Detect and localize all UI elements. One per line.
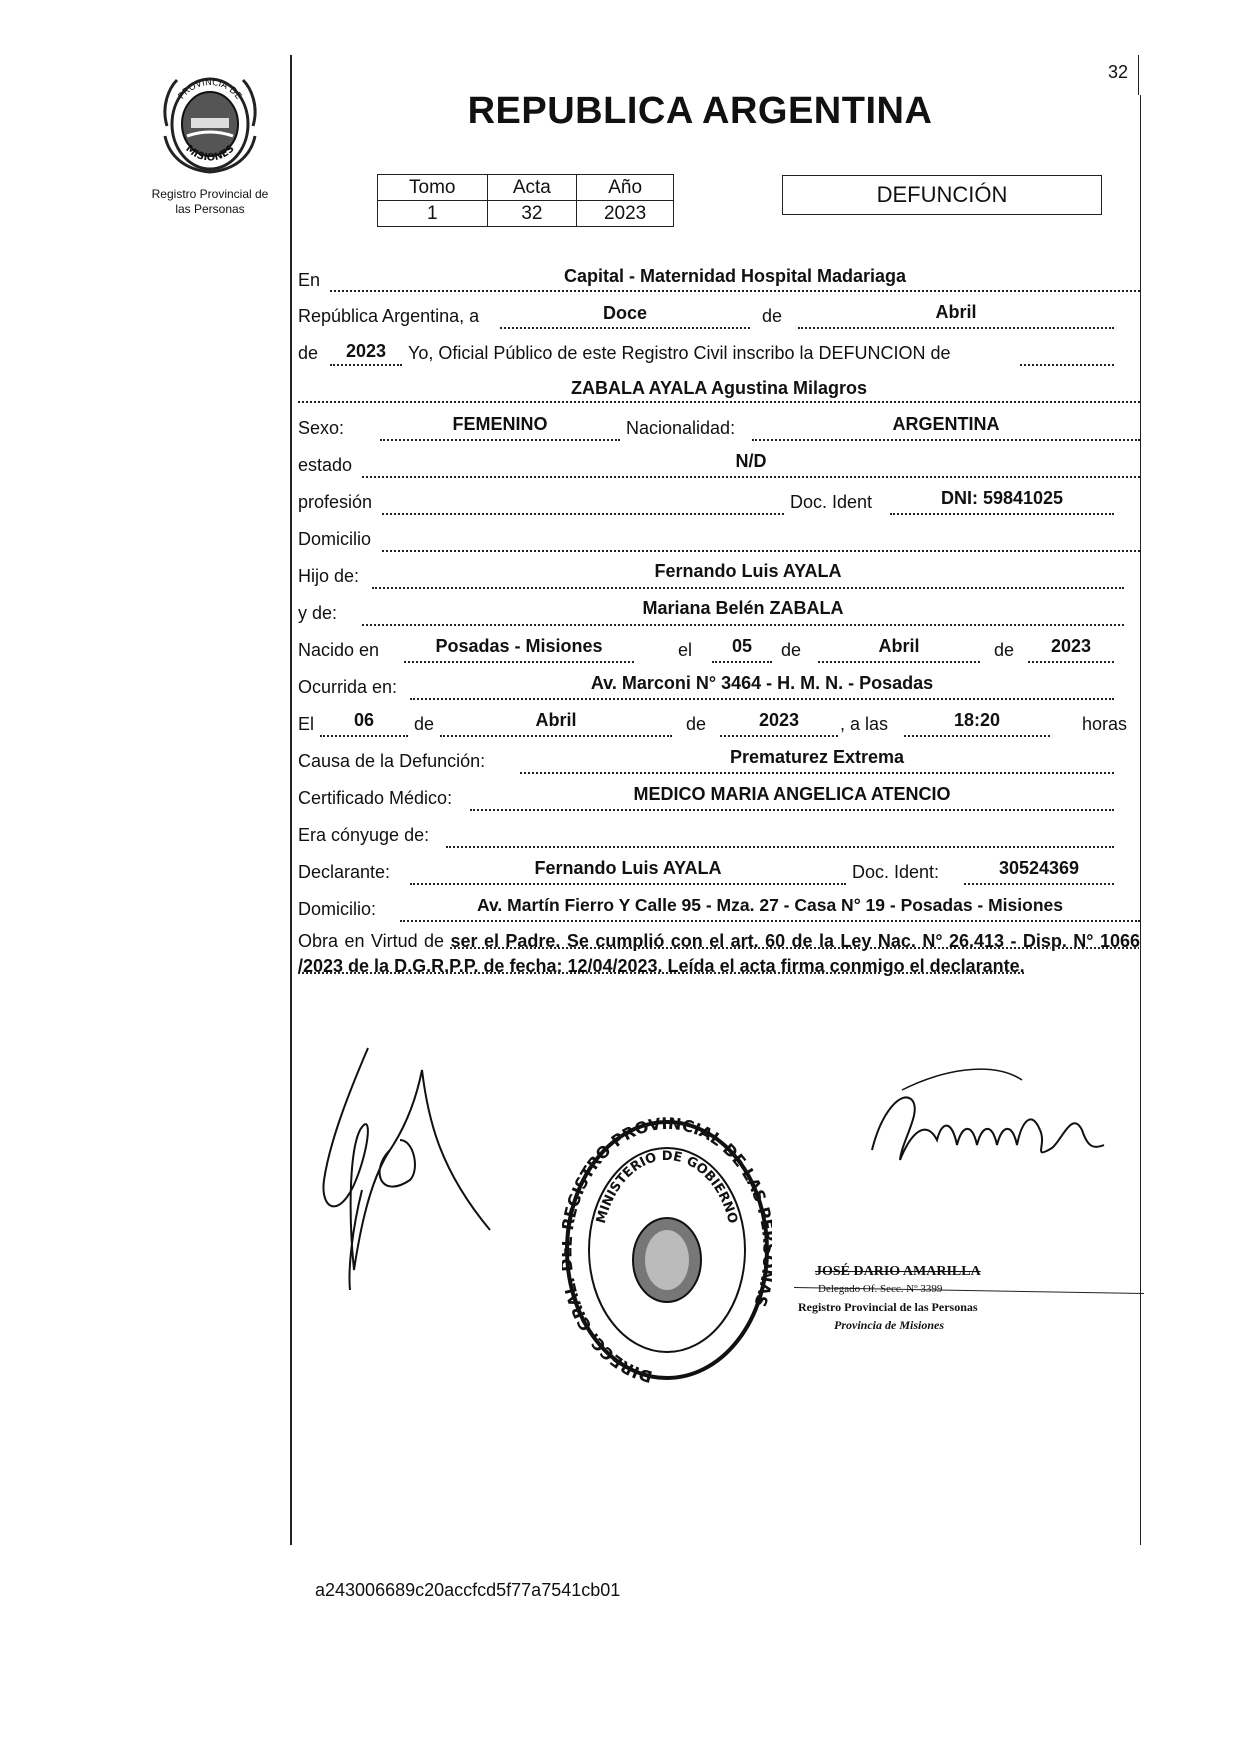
padre-line — [372, 587, 1124, 589]
signature-scribble-icon — [310, 1030, 520, 1290]
official-name: JOSÉ DARIO AMARILLA — [815, 1264, 981, 1279]
official-signature — [842, 1050, 1112, 1170]
declarante-line — [410, 883, 846, 885]
padre-value: Fernando Luis AYALA — [654, 561, 842, 581]
dia-line — [500, 327, 750, 329]
def-mes-de-label: de — [414, 714, 435, 734]
nacido-el-label: el — [678, 640, 693, 660]
nacionalidad-line — [752, 439, 1140, 441]
nacido-label: Nacido en — [298, 640, 380, 660]
acta-header: Acta — [487, 175, 577, 201]
certificado-label: Certificado Médico: — [298, 788, 453, 808]
certificado-line — [470, 809, 1114, 811]
province-seal — [155, 66, 265, 178]
declarante-label: Declarante: — [298, 862, 391, 882]
nacionalidad-label: Nacionalidad: — [626, 418, 736, 438]
nacido-mes-value: Abril — [878, 636, 920, 656]
def-anio-line — [720, 735, 838, 737]
official-stamp-icon — [562, 1115, 772, 1385]
dia-value: Doce — [602, 303, 647, 323]
def-mes-line — [440, 735, 672, 737]
nacionalidad-value: ARGENTINA — [892, 414, 1000, 434]
anio-line — [330, 364, 402, 366]
doc2-label: Doc. Ident: — [852, 862, 940, 882]
stamp-outer-text: DIRECC. GRAL EGISTRO PROVINCIAL DE LAS S — [562, 1115, 772, 1385]
horas-label: horas — [1082, 714, 1128, 734]
nacido-dia-line — [712, 661, 772, 663]
def-dia-line — [320, 735, 408, 737]
nombre-value: ZABALA AYALA Agustina Milagros — [570, 378, 868, 398]
official-province: Provincia de Misiones — [834, 1318, 944, 1332]
lugar-line — [330, 290, 1140, 292]
profesion-label: profesión — [298, 492, 373, 512]
nacido-anio-value: 2023 — [1050, 636, 1092, 656]
stamp-inner-text: MINISTERIO DE GOBIERNO — [593, 1148, 741, 1226]
nacido-anio-de-label: de — [994, 640, 1015, 660]
official-role: Delegado Of. Secc. Nº 3399 — [818, 1283, 943, 1295]
ocurrida-value: Av. Marconi N° 3464 - H. M. N. - Posadas — [590, 673, 934, 693]
def-anio-de-label: de — [686, 714, 707, 734]
doc2-line — [964, 883, 1114, 885]
obra-text: ser el Padre. Se cumplió con el art. 60 de la Ley Nac. N° 26.413 - Disp. N° 1066 /2023 de la D.G.R.P.P. de fecha: 12/04/2023. Leída el acta firma conmigo el declarante. — [298, 931, 1140, 976]
province-seal-icon — [155, 66, 265, 178]
nacido-anio-line — [1028, 661, 1114, 663]
nacido-mes-line — [818, 661, 980, 663]
sexo-label: Sexo: — [298, 418, 345, 438]
corner-mark — [1138, 55, 1139, 95]
conyuge-line — [446, 846, 1114, 848]
hora-line — [904, 735, 1050, 737]
tomo-value: 1 — [378, 201, 488, 227]
sexo-value: FEMENINO — [452, 414, 548, 434]
doc2-value: 30524369 — [998, 858, 1080, 878]
hijo-label: Hijo de: — [298, 566, 360, 586]
lugar-value: Capital - Maternidad Hospital Madariaga — [563, 266, 907, 286]
margin-rule — [290, 55, 292, 1545]
estado-value: N/D — [735, 451, 767, 471]
anio-value: 2023 — [345, 341, 387, 361]
nombre-line — [298, 401, 1140, 403]
causa-value: Prematurez Extrema — [729, 747, 905, 767]
inscripcion-text: Yo, Oficial Público de este Registro Civil inscribo la DEFUNCION de — [408, 343, 951, 363]
tomo-header: Tomo — [378, 175, 488, 201]
mes-de-label: de — [762, 306, 783, 326]
nacido-lugar-value: Posadas - Misiones — [435, 636, 603, 656]
obra-label: Obra en Virtud de — [298, 931, 445, 951]
conyuge-label: Era cónyuge de: — [298, 825, 430, 845]
estado-line — [362, 476, 1140, 478]
estado-label: estado — [298, 455, 353, 475]
causa-label: Causa de la Defunción: — [298, 751, 486, 771]
document-type-box — [782, 175, 1102, 215]
right-rule — [1140, 95, 1141, 1545]
seal-top-text: PROVINCIA DE — [176, 77, 244, 102]
def-anio-value: 2023 — [758, 710, 800, 730]
anio-header: Año — [577, 175, 674, 201]
profesion-line — [382, 513, 784, 515]
domicilio2-value: Av. Martín Fierro Y Calle 95 - Mza. 27 - Casa N° 19 - Posadas - Misiones — [476, 895, 1063, 915]
reference-table — [377, 174, 674, 227]
def-mes-value: Abril — [535, 710, 577, 730]
mes-value: Abril — [935, 302, 977, 322]
official-signature-scribble-icon — [842, 1050, 1112, 1170]
registry-caption-line2: las Personas — [175, 202, 245, 216]
document-type: DEFUNCIÓN — [876, 182, 1008, 207]
reference-table-header — [378, 175, 674, 201]
causa-line — [520, 772, 1114, 774]
ocurrida-label: Ocurrida en: — [298, 677, 398, 697]
domicilio2-label: Domicilio: — [298, 899, 377, 919]
alas-label: , a las — [840, 714, 889, 734]
inscripcion-line — [1020, 364, 1114, 366]
registry-caption — [128, 187, 292, 217]
doc-value: DNI: 59841025 — [940, 488, 1064, 508]
anio-value: 2023 — [577, 201, 674, 227]
declarant-signature — [310, 1030, 520, 1290]
certificado-value: MEDICO MARIA ANGELICA ATENCIO — [633, 784, 951, 804]
obra-paragraph — [298, 929, 1140, 979]
el2-label: El — [298, 714, 315, 734]
domicilio-line — [382, 550, 1140, 552]
seal-bottom-text: MISIONES — [183, 143, 237, 164]
official-stamp — [562, 1115, 772, 1385]
yde-label: y de: — [298, 603, 338, 623]
sexo-line — [380, 439, 620, 441]
lugar-label: En — [298, 270, 321, 290]
nacido-mes-de-label: de — [781, 640, 802, 660]
anio-de-label: de — [298, 343, 319, 363]
doc-label: Doc. Ident — [790, 492, 873, 512]
ocurrida-line — [410, 698, 1114, 700]
declarante-value: Fernando Luis AYALA — [534, 858, 722, 878]
hora-value: 18:20 — [953, 710, 1001, 730]
acta-value: 32 — [487, 201, 577, 227]
svg-text:MINISTERIO DE GOBIERNO — [594, 1149, 740, 1225]
nacido-dia-value: 05 — [731, 636, 753, 656]
page-title: REPUBLICA ARGENTINA — [467, 90, 933, 132]
madre-value: Mariana Belén ZABALA — [642, 598, 844, 618]
page-number: 32 — [1108, 62, 1129, 82]
madre-line — [362, 624, 1124, 626]
reference-table-row — [378, 201, 674, 227]
registry-caption-line1: Registro Provincial de — [151, 187, 269, 201]
fecha-label: República Argentina, a — [298, 306, 480, 326]
doc-line — [890, 513, 1114, 515]
domicilio-label: Domicilio — [298, 529, 372, 549]
mes-line — [798, 327, 1114, 329]
def-dia-value: 06 — [353, 710, 375, 730]
nacido-lugar-line — [404, 661, 634, 663]
official-office: Registro Provincial de las Personas — [798, 1300, 978, 1314]
domicilio2-line — [400, 920, 1140, 922]
document-hash: a243006689c20accfcd5f77a7541cb01 — [315, 1580, 621, 1600]
